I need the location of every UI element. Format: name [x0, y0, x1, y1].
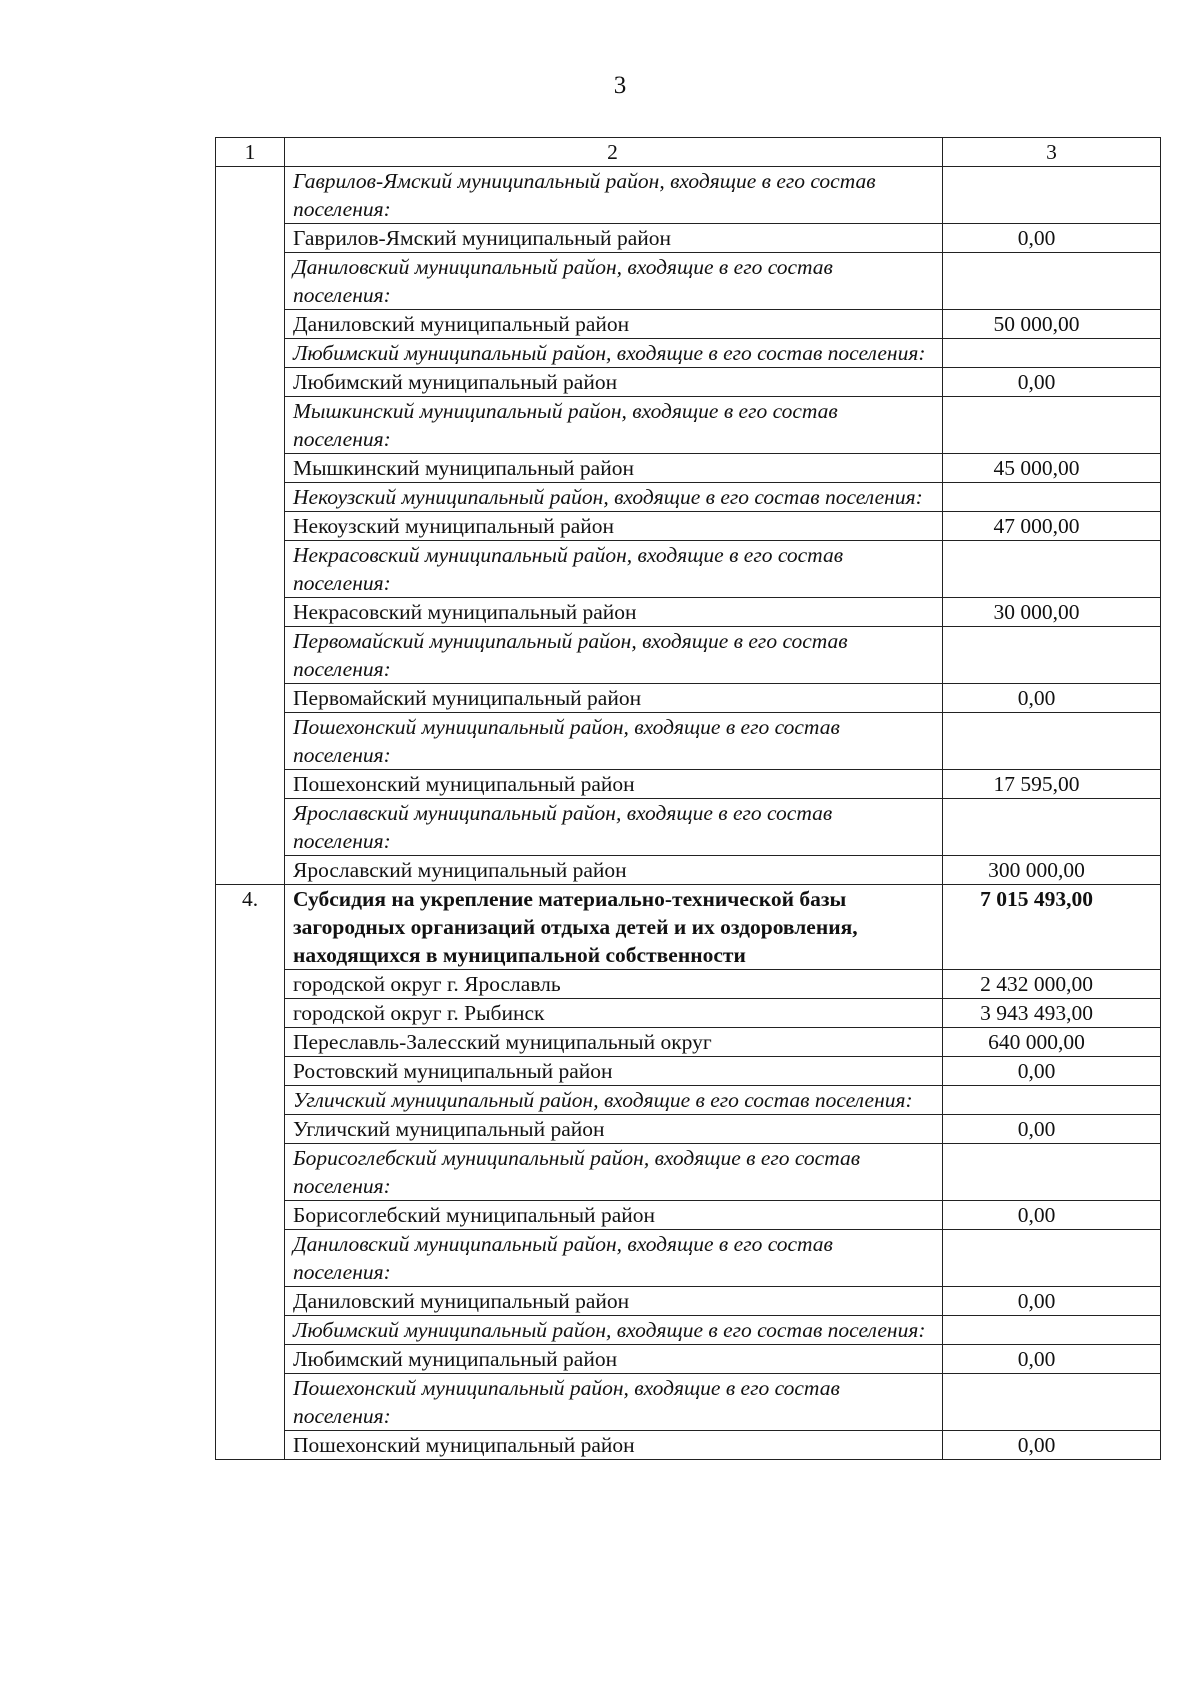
table-row	[216, 1287, 1161, 1316]
row-amount-cell: 0,00	[943, 224, 1161, 253]
row-amount-cell: 30 000,00	[943, 598, 1161, 627]
row-number-cell	[216, 1230, 285, 1287]
row-number-cell	[216, 627, 285, 684]
row-amount-cell	[943, 1144, 1161, 1201]
row-number-cell	[216, 1316, 285, 1345]
row-amount-cell: 17 595,00	[943, 770, 1161, 799]
row-name-cell: Ростовский муниципальный район	[285, 1057, 943, 1086]
row-name-cell: Пошехонский муниципальный район	[285, 1431, 943, 1460]
row-name-cell: Борисоглебский муниципальный район	[285, 1201, 943, 1230]
row-number-cell	[216, 970, 285, 999]
row-number-cell	[216, 339, 285, 368]
table-row	[216, 799, 1161, 856]
row-name-cell: Пошехонский муниципальный район, входящие в его состав поселения:	[285, 1374, 943, 1431]
row-name-cell: Первомайский муниципальный район, входящие в его состав поселения:	[285, 627, 943, 684]
row-name-cell: Даниловский муниципальный район, входящие в его состав поселения:	[285, 253, 943, 310]
row-name-cell: Субсидия на укрепление материально-технической базы загородных организаций отдыха детей и их оздоровления, находящихся в муниципальной собственности	[285, 885, 943, 970]
row-number-cell	[216, 541, 285, 598]
header-col-2: 2	[285, 138, 943, 167]
row-number-cell	[216, 999, 285, 1028]
row-amount-cell: 0,00	[943, 1201, 1161, 1230]
header-col-1: 1	[216, 138, 285, 167]
table-header-row	[216, 138, 1161, 167]
table-row	[216, 1144, 1161, 1201]
allocation-table	[215, 137, 1161, 1460]
table-row	[216, 397, 1161, 454]
row-number-cell	[216, 1086, 285, 1115]
row-name-cell: Некрасовский муниципальный район, входящие в его состав поселения:	[285, 541, 943, 598]
row-number-cell	[216, 167, 285, 224]
row-name-cell: городской округ г. Ярославль	[285, 970, 943, 999]
table-row	[216, 224, 1161, 253]
row-number-cell	[216, 1144, 285, 1201]
row-amount-cell: 50 000,00	[943, 310, 1161, 339]
row-number-cell	[216, 1201, 285, 1230]
row-number-cell	[216, 483, 285, 512]
row-amount-cell	[943, 799, 1161, 856]
row-amount-cell	[943, 1374, 1161, 1431]
row-number-cell	[216, 856, 285, 885]
table-row	[216, 1431, 1161, 1460]
table-row	[216, 1230, 1161, 1287]
row-amount-cell	[943, 1086, 1161, 1115]
row-number-cell	[216, 1115, 285, 1144]
row-amount-cell: 0,00	[943, 1057, 1161, 1086]
row-amount-cell	[943, 167, 1161, 224]
row-amount-cell	[943, 713, 1161, 770]
table-row	[216, 598, 1161, 627]
row-name-cell: Пошехонский муниципальный район, входящие в его состав поселения:	[285, 713, 943, 770]
row-name-cell: Даниловский муниципальный район, входящие в его состав поселения:	[285, 1230, 943, 1287]
table-row	[216, 512, 1161, 541]
table-body	[216, 167, 1161, 1460]
table-row	[216, 483, 1161, 512]
table-row	[216, 167, 1161, 224]
row-number-cell	[216, 799, 285, 856]
page-number: 3	[613, 72, 627, 99]
row-name-cell: Любимский муниципальный район	[285, 368, 943, 397]
table-row	[216, 713, 1161, 770]
row-name-cell: Угличский муниципальный район	[285, 1115, 943, 1144]
table-row	[216, 684, 1161, 713]
row-name-cell: Любимский муниципальный район	[285, 1345, 943, 1374]
row-name-cell: Некоузский муниципальный район, входящие в его состав поселения:	[285, 483, 943, 512]
row-name-cell: Ярославский муниципальный район	[285, 856, 943, 885]
row-amount-cell: 0,00	[943, 368, 1161, 397]
table-row	[216, 368, 1161, 397]
row-number-cell	[216, 253, 285, 310]
row-amount-cell: 0,00	[943, 684, 1161, 713]
table-row	[216, 999, 1161, 1028]
row-amount-cell: 2 432 000,00	[943, 970, 1161, 999]
row-amount-cell: 3 943 493,00	[943, 999, 1161, 1028]
table-row	[216, 1201, 1161, 1230]
row-number-cell	[216, 684, 285, 713]
row-name-cell: Борисоглебский муниципальный район, входящие в его состав поселения:	[285, 1144, 943, 1201]
row-number-cell	[216, 598, 285, 627]
row-number-cell	[216, 368, 285, 397]
row-name-cell: Даниловский муниципальный район	[285, 1287, 943, 1316]
row-name-cell: городской округ г. Рыбинск	[285, 999, 943, 1028]
row-amount-cell: 0,00	[943, 1345, 1161, 1374]
row-amount-cell: 300 000,00	[943, 856, 1161, 885]
row-amount-cell	[943, 253, 1161, 310]
row-amount-cell	[943, 1316, 1161, 1345]
row-amount-cell: 7 015 493,00	[943, 885, 1161, 970]
row-number-cell	[216, 397, 285, 454]
table-row	[216, 1374, 1161, 1431]
row-number-cell	[216, 713, 285, 770]
row-name-cell: Даниловский муниципальный район	[285, 310, 943, 339]
row-number-cell: 4.	[216, 885, 285, 970]
row-name-cell: Некрасовский муниципальный район	[285, 598, 943, 627]
row-number-cell	[216, 512, 285, 541]
row-amount-cell: 47 000,00	[943, 512, 1161, 541]
table-row	[216, 454, 1161, 483]
row-name-cell: Переславль-Залесский муниципальный округ	[285, 1028, 943, 1057]
header-col-3: 3	[943, 138, 1161, 167]
row-amount-cell: 0,00	[943, 1115, 1161, 1144]
row-name-cell: Угличский муниципальный район, входящие в его состав поселения:	[285, 1086, 943, 1115]
row-name-cell: Любимский муниципальный район, входящие в его состав поселения:	[285, 1316, 943, 1345]
row-number-cell	[216, 1057, 285, 1086]
table-row	[216, 970, 1161, 999]
row-amount-cell	[943, 397, 1161, 454]
row-name-cell: Первомайский муниципальный район	[285, 684, 943, 713]
row-name-cell: Мышкинский муниципальный район	[285, 454, 943, 483]
row-amount-cell: 640 000,00	[943, 1028, 1161, 1057]
row-number-cell	[216, 1345, 285, 1374]
table-row	[216, 310, 1161, 339]
table-row	[216, 1086, 1161, 1115]
table-row	[216, 541, 1161, 598]
table-row	[216, 856, 1161, 885]
table-row	[216, 1316, 1161, 1345]
row-name-cell: Гаврилов-Ямский муниципальный район	[285, 224, 943, 253]
table-row	[216, 339, 1161, 368]
row-amount-cell	[943, 627, 1161, 684]
row-amount-cell: 0,00	[943, 1431, 1161, 1460]
row-number-cell	[216, 1028, 285, 1057]
table-row	[216, 885, 1161, 970]
row-number-cell	[216, 1287, 285, 1316]
table-row	[216, 253, 1161, 310]
row-number-cell	[216, 1431, 285, 1460]
table-row	[216, 1115, 1161, 1144]
row-name-cell: Любимский муниципальный район, входящие в его состав поселения:	[285, 339, 943, 368]
table-row	[216, 1028, 1161, 1057]
row-name-cell: Мышкинский муниципальный район, входящие в его состав поселения:	[285, 397, 943, 454]
row-amount-cell	[943, 339, 1161, 368]
row-name-cell: Некоузский муниципальный район	[285, 512, 943, 541]
row-number-cell	[216, 310, 285, 339]
row-name-cell: Пошехонский муниципальный район	[285, 770, 943, 799]
row-amount-cell: 0,00	[943, 1287, 1161, 1316]
row-number-cell	[216, 1374, 285, 1431]
row-amount-cell	[943, 541, 1161, 598]
table-row	[216, 627, 1161, 684]
row-amount-cell	[943, 1230, 1161, 1287]
table-row	[216, 1345, 1161, 1374]
row-amount-cell: 45 000,00	[943, 454, 1161, 483]
row-number-cell	[216, 770, 285, 799]
row-number-cell	[216, 224, 285, 253]
row-name-cell: Ярославский муниципальный район, входящие в его состав поселения:	[285, 799, 943, 856]
row-number-cell	[216, 454, 285, 483]
row-amount-cell	[943, 483, 1161, 512]
row-name-cell: Гаврилов-Ямский муниципальный район, входящие в его состав поселения:	[285, 167, 943, 224]
table-row	[216, 1057, 1161, 1086]
table-row	[216, 770, 1161, 799]
